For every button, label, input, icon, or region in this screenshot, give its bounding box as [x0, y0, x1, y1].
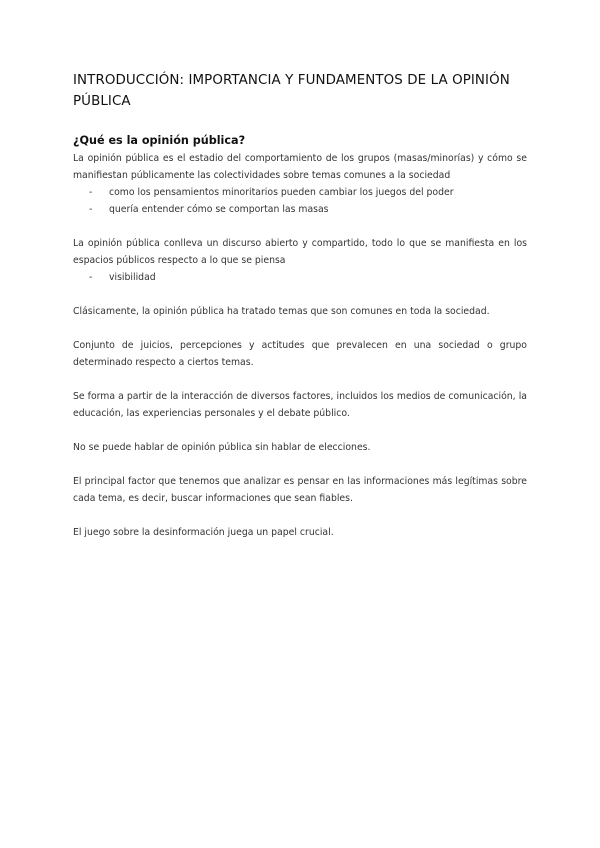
list-item-text: visibilidad [109, 272, 156, 283]
list-item [73, 201, 527, 218]
paragraph-disinformation: El juego sobre la desinformación juega un papel crucial. [73, 527, 334, 538]
list-item [73, 184, 527, 201]
spacer [73, 507, 527, 524]
spacer [73, 218, 527, 235]
spacer [73, 456, 527, 473]
bullet-dash: - [89, 187, 93, 198]
spacer [73, 286, 527, 303]
spacer [73, 320, 527, 337]
spacer [73, 371, 527, 388]
section-heading: ¿Qué es la opinión pública? [73, 134, 246, 147]
intro-paragraph: La opinión pública es el estadio del comportamiento de los grupos (masas/minorías) y cómo se manifiestan públicamente las colectividades sobre temas comunes a la sociedad [73, 153, 527, 181]
spacer [73, 422, 527, 439]
bullet-dash: - [89, 272, 93, 283]
discourse-paragraph: La opinión pública conlleva un discurso abierto y compartido, todo lo que se manifiesta en los espacios públicos respecto a lo que se piensa [73, 238, 527, 266]
document-title: INTRODUCCIÓN: IMPORTANCIA Y FUNDAMENTOS DE LA OPINIÓN PÚBLICA [73, 73, 510, 109]
paragraph-definition: Conjunto de juicios, percepciones y actitudes que prevalecen en una sociedad o grupo determinado respecto a ciertos temas. [73, 340, 527, 368]
bullet-dash: - [89, 204, 93, 215]
document-page [73, 70, 527, 541]
list-item [73, 269, 527, 286]
paragraph-elections: No se puede hablar de opinión pública sin hablar de elecciones. [73, 442, 371, 453]
list-item-text: quería entender cómo se comportan las masas [109, 204, 329, 215]
intro-bullet-list [73, 184, 527, 218]
paragraph-formation: Se forma a partir de la interacción de diversos factores, incluidos los medios de comunicación, la educación, las experiencias personales y el debate público. [73, 391, 527, 419]
paragraph-classic-topics: Clásicamente, la opinión pública ha tratado temas que son comunes en toda la sociedad. [73, 306, 490, 317]
discourse-bullet-list [73, 269, 527, 286]
list-item-text: como los pensamientos minoritarios pueden cambiar los juegos del poder [109, 187, 454, 198]
paragraph-legitimate-info: El principal factor que tenemos que analizar es pensar en las informaciones más legítimas sobre cada tema, es decir, buscar informaciones que sean fiables. [73, 476, 527, 504]
